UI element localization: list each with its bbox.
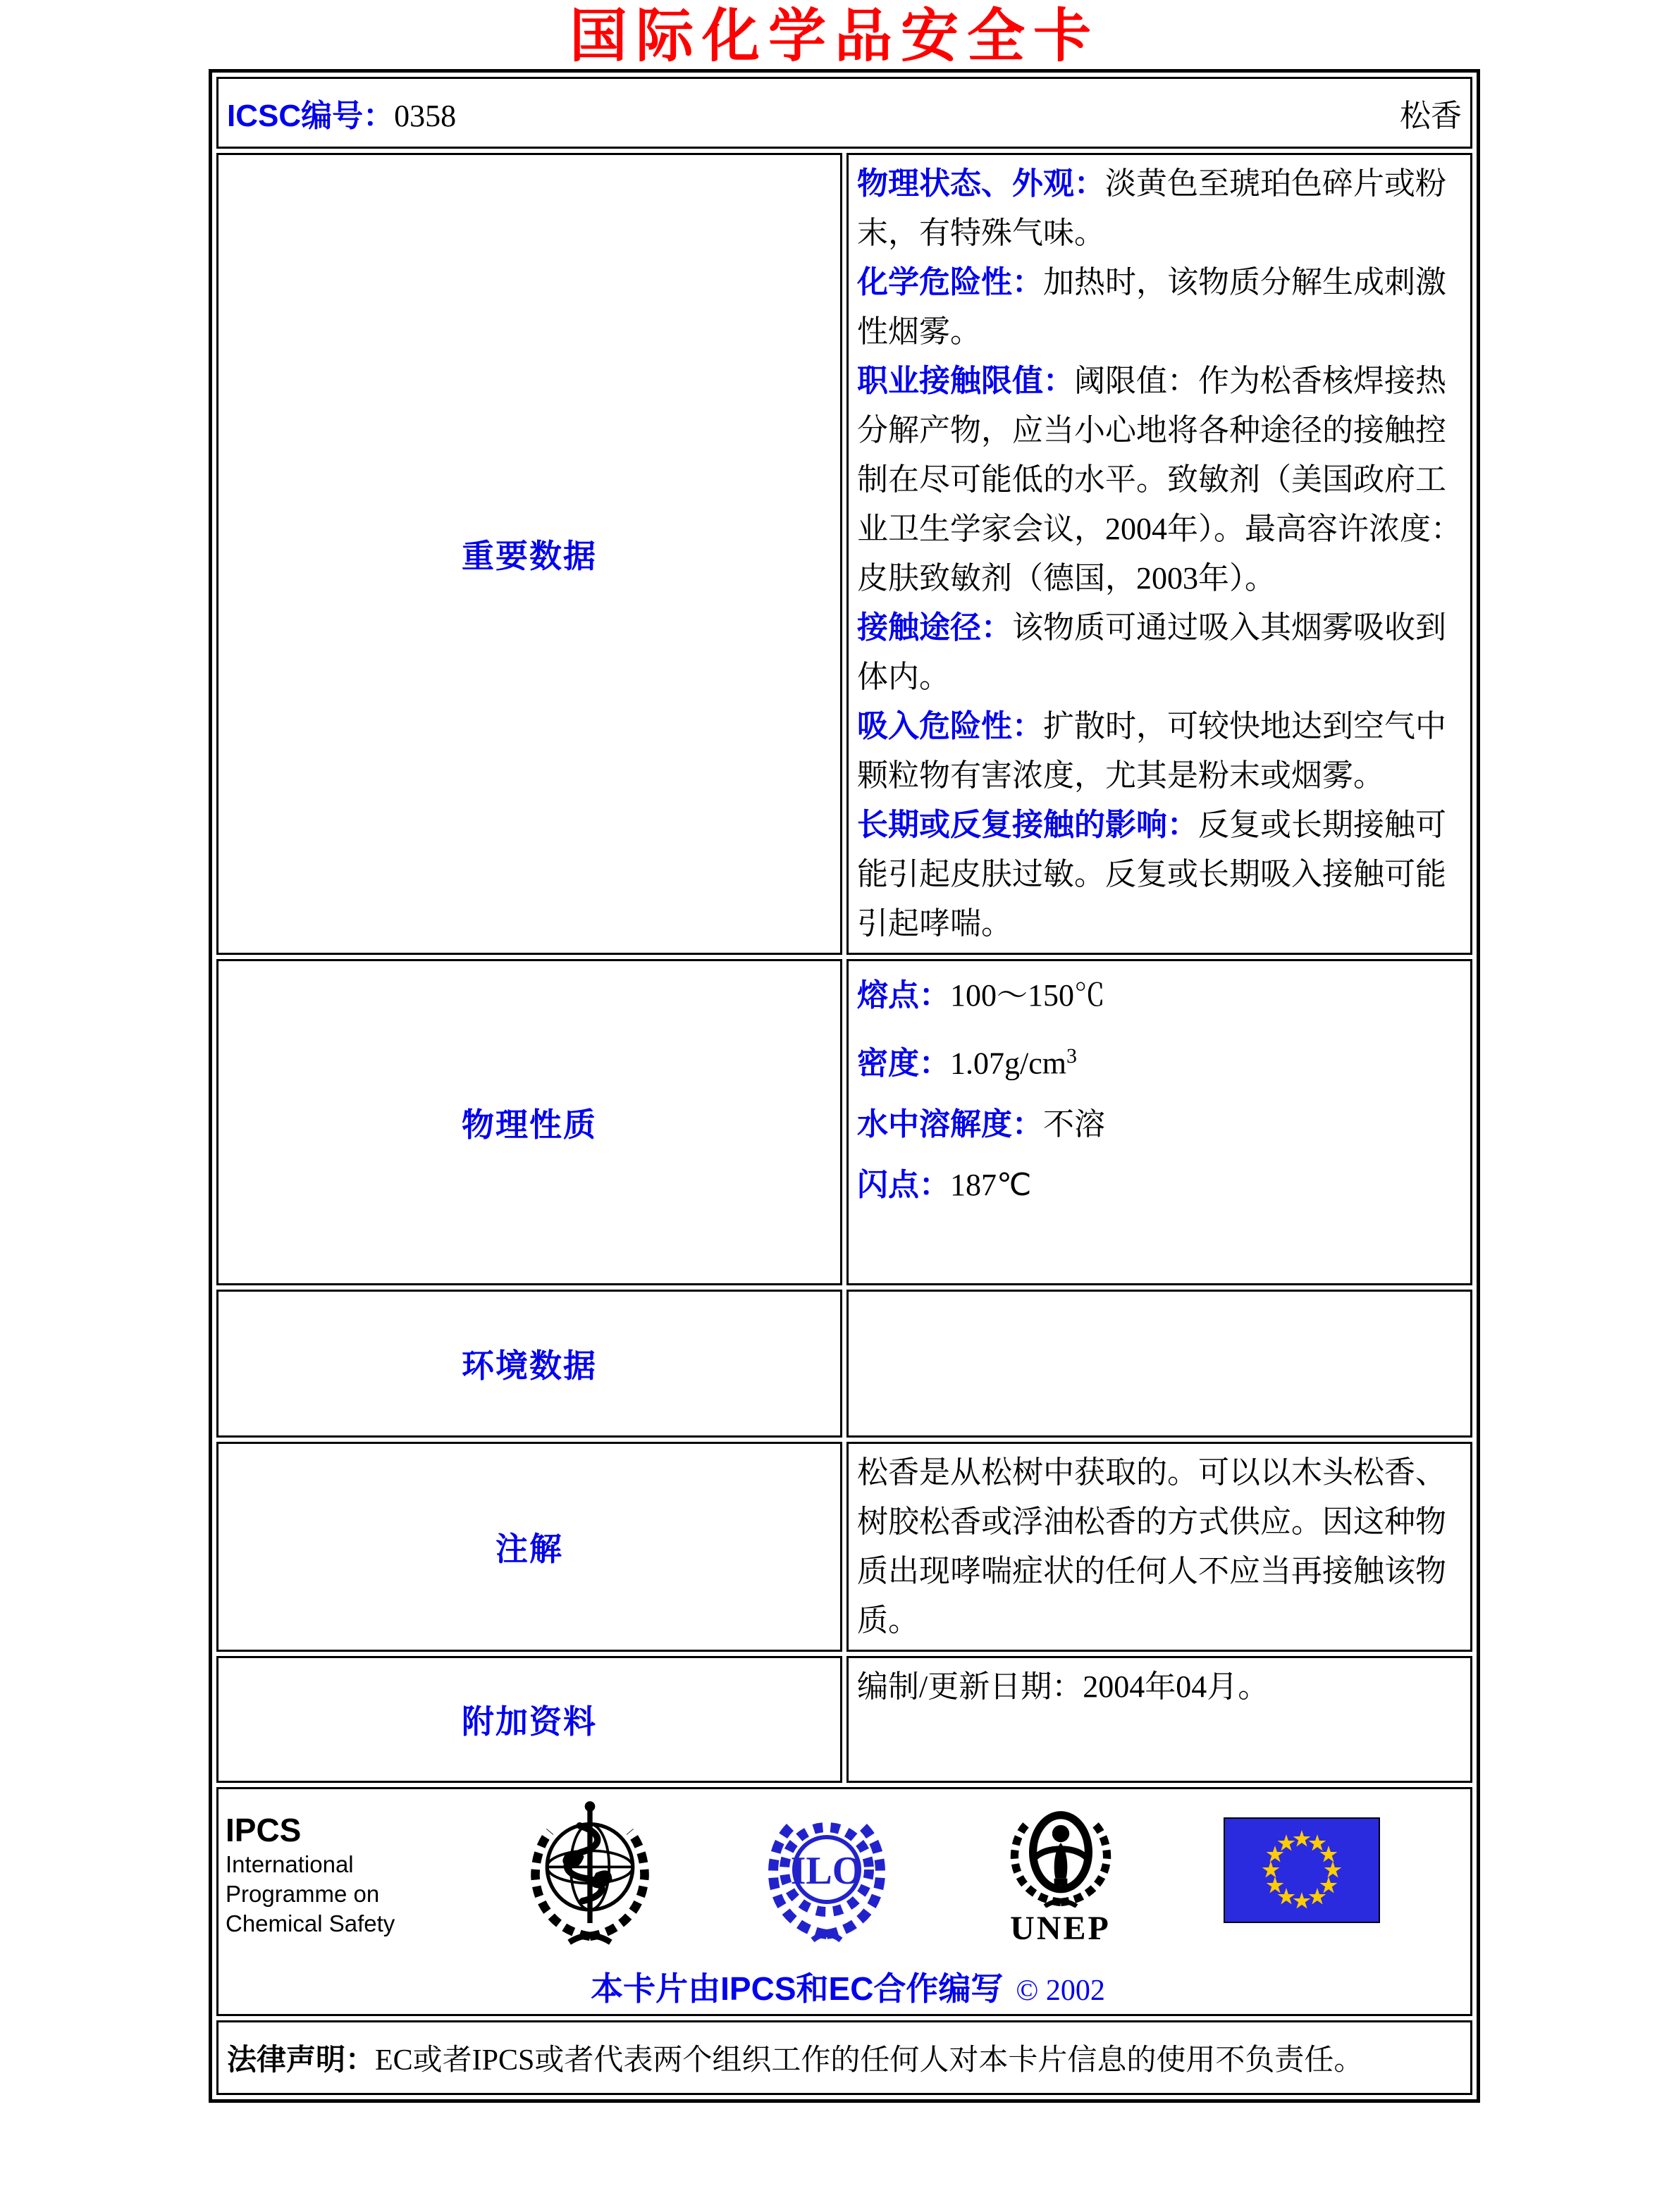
legal-row (216, 2020, 1472, 2095)
physical-property-item: 熔点：100～150℃ (857, 978, 1105, 1013)
additional-info-row (216, 1656, 1472, 1783)
important-data-item: 吸入危险性：扩散时，可较快地达到空气中颗粒物有害浓度，尤其是粉末或烟雾。 (857, 709, 1446, 793)
legal-text: EC或者IPCS或者代表两个组织工作的任何人对本卡片信息的使用不负责任。 (375, 2044, 1364, 2077)
unep-wordmark: UNEP (1010, 1910, 1111, 1947)
legal-cell (216, 2020, 1472, 2095)
ipcs-acronym: IPCS (226, 1812, 302, 1848)
logos-strip (226, 1799, 1470, 1958)
important-data-item: 长期或反复接触的影响：反复或长期接触可能引起皮肤过敏。反复或长期吸入接触可能引起哮喘。 (857, 808, 1446, 941)
notes-content: 松香是从松树中获取的。可以以木头松香、树胶松香或浮油松香的方式供应。因这种物质出现哮喘症状的任何人不应当再接触该物质。 (846, 1442, 1472, 1652)
section-label-environmental-data: 环境数据 (216, 1290, 842, 1438)
icsc-number-group (227, 90, 456, 135)
header-cell (216, 77, 1472, 149)
physical-properties-row (216, 959, 1472, 1285)
logos-cell (216, 1787, 1472, 2016)
section-label-additional-info: 附加资料 (216, 1656, 842, 1783)
physical-property-item: 闪点：187℃ (857, 1167, 1032, 1202)
logos-row (216, 1787, 1472, 2016)
unep-emblem-icon (994, 1898, 1128, 1910)
important-data-item: 物理状态、外观：淡黄色至琥珀色碎片或粉末，有特殊气味。 (857, 166, 1446, 250)
physical-properties-content (846, 959, 1472, 1285)
important-data-content (846, 153, 1472, 955)
section-label-important-data: 重要数据 (216, 153, 842, 955)
environmental-data-content (846, 1290, 1472, 1438)
icsc-number-value: 0358 (394, 99, 457, 133)
environmental-data-row (216, 1290, 1472, 1438)
ipcs-text-block: IPCS International Programme on Chemical Safety (226, 1810, 423, 1939)
footer-caption: 本卡片由IPCS和EC合作编写 © 2002 (591, 1970, 1105, 2007)
important-data-item: 职业接触限值：阈限值：作为松香核焊接热分解产物，应当小心地将各种途径的接触控制在尽可能低的水平。致敏剂（美国政府工业卫生学家会议，2004年）。最高容许浓度：皮肤致敏剂（德国，2003年）。 (857, 364, 1462, 595)
page-title: 国际化学品安全卡 (569, 4, 1100, 68)
eu-flag-icon (1224, 1817, 1380, 1927)
copyright-text: © 2002 (1016, 1975, 1105, 2007)
physical-property-item: 水中溶解度：不溶 (857, 1106, 1105, 1142)
who-emblem-icon (516, 1799, 664, 1958)
ilo-letters: ILO (790, 1849, 863, 1893)
notes-row (216, 1442, 1472, 1652)
important-data-row (216, 153, 1472, 955)
header-row (216, 77, 1472, 149)
section-label-physical-properties: 物理性质 (216, 959, 842, 1285)
additional-info-content: 编制/更新日期：2004年04月。 (846, 1656, 1472, 1783)
section-label-notes: 注解 (216, 1442, 842, 1652)
icsc-card-table (209, 69, 1480, 2103)
ilo-emblem-icon (756, 1799, 897, 1951)
legal-label: 法律声明： (227, 2043, 376, 2076)
unep-emblem-block (990, 1802, 1131, 1946)
icsc-number-label: ICSC编号： (227, 99, 395, 133)
important-data-item: 化学危险性：加热时，该物质分解生成刺激性烟雾。 (857, 265, 1446, 349)
density-superscript: 3 (1066, 1044, 1077, 1068)
substance-name: 松香 (1400, 99, 1462, 133)
physical-property-item: 密度：$1.07g/cm^3$ (857, 1044, 1077, 1081)
important-data-item: 接触途径：该物质可通过吸入其烟雾吸收到体内。 (857, 610, 1446, 694)
